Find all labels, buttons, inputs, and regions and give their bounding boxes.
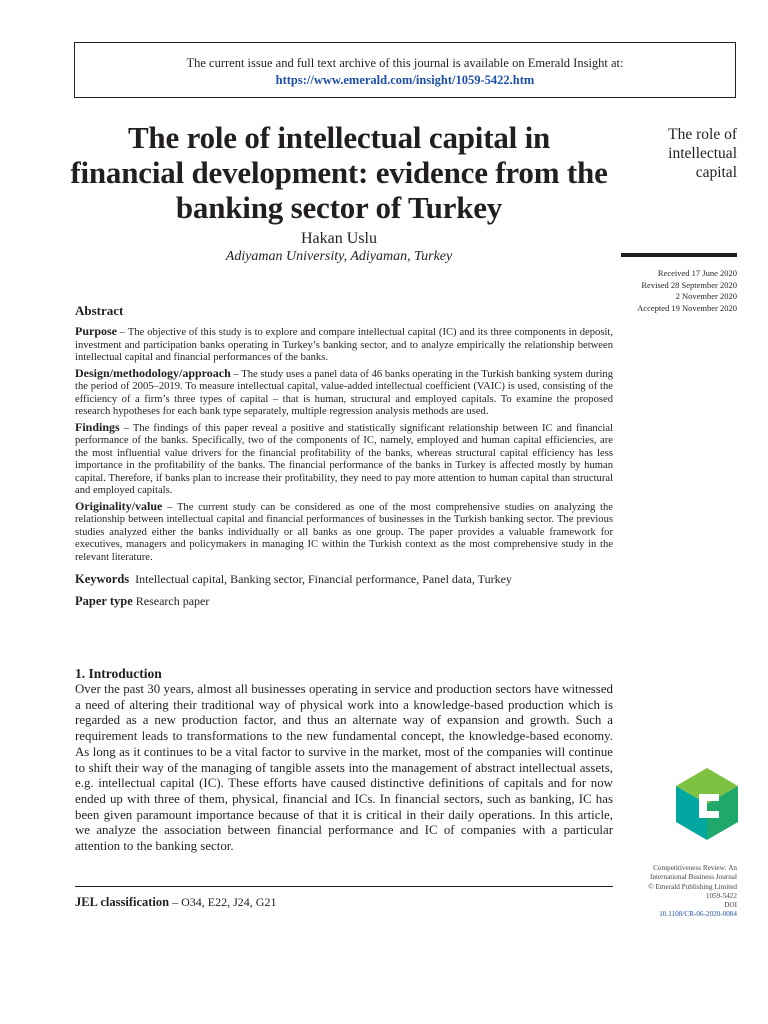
paper-type-text: Research paper — [135, 594, 210, 608]
introduction-heading: 1. Introduction — [75, 666, 162, 681]
journal-info — [600, 864, 737, 920]
jel-label: JEL classification — [75, 895, 170, 909]
doi — [600, 901, 737, 920]
abstract-heading: Abstract — [75, 303, 124, 318]
paper-type — [75, 594, 613, 608]
publisher: © Emerald Publishing Limited — [648, 882, 737, 891]
abstract-purpose — [75, 325, 613, 365]
keywords — [75, 572, 613, 586]
abstract-purpose-label: Purpose — [75, 324, 117, 338]
author-affiliation: Adiyaman University, Adiyaman, Turkey — [225, 249, 453, 264]
abstract-findings-label: Findings — [75, 419, 120, 434]
abstract-originality-text: – The current study can be considered as one of the most comprehensive studies on analyzing the relationship between intellectual capital and financial performances of businesses in the Turkish banking sector. The previous studies analyzed either the banks individually or all banks as one group. The paper provides a valuable framework for executives, managers and policymakers in managing IC within the Turkish context as the most comprehensive study in the relevant literature. — [75, 501, 613, 563]
abstract-purpose-text: – The objective of this study is to explore and compare intellectual capital (IC) and its three components in deposit, investment and participation banks operating in Turkey’s banking sector, and to analyze empirically the relationship between intellectual capital and financial performances of the banks. — [75, 327, 613, 363]
introduction-body: Over the past 30 years, almost all businesses operating in service and production sectors have witnessed a need of altering their traditional way of physical work into a knowledge-based production which is regarded as a new production factor, and thus an alternate way of expansion and growth. Such a requirement leads to transformations to the new fundamental concept, the knowledge-based economy. As long as it continues to be a vital factor to survive in the market, most of the companies will continue to shift their way of the managing of tangible assets into the management of abstract intellectual assets, e.g. intellectual capital (IC). These efforts have caused distinctive definitions of capitals and for now ended up with three of them, physical, financial and ICs. In financial sectors, such as banking, IC has been given paramount importance because of that it is critical in their daily operations. In this article, we analyze the association between financial performance and IC of companies with a particular attention to the banking sector. — [75, 682, 613, 854]
running-head: The role of intellectual capital — [668, 126, 737, 181]
doi-link[interactable]: 10.1108/CR-06-2020-0084 — [659, 910, 737, 919]
emerald-cube-logo-icon — [676, 768, 738, 840]
keywords-text: Intellectual capital, Banking sector, Financial performance, Panel data, Turkey — [135, 572, 512, 586]
journal-name-2: International Business Journal — [649, 873, 737, 882]
keywords-label: Keywords — [75, 572, 130, 586]
paper-type-label: Paper type — [75, 594, 133, 608]
abstract-design-label: Design/methodology/approach — [75, 365, 231, 380]
abstract-findings — [75, 421, 613, 498]
archive-notice-text: The current issue and full text archive of this journal is available on Emerald Insight at: — [186, 56, 624, 70]
journal-name: Competitiveness Review: An — [653, 864, 737, 872]
abstract-design-text: – The study uses a panel data of 46 banks operating in the Turkish banking system during the period of 2005–2019. To measure intellectual capital, value-added intellectual coefficient (VAIC) is used, consisting of the efficiency of a firm’s three types of capital – that is human, structural and employed capitals. To examine the proposed research hypotheses for each bank type separately, multiple regression analysis methods are used. — [75, 368, 613, 417]
archive-notice-box — [74, 42, 736, 98]
author-name: Hakan Uslu — [301, 230, 377, 247]
archive-link[interactable]: https://www.emerald.com/insight/1059-5422.htm — [275, 73, 535, 87]
introduction-section — [75, 665, 613, 855]
jel-classification — [75, 894, 613, 910]
side-rule — [621, 253, 737, 257]
abstract-section — [75, 303, 613, 608]
jel-codes: – O34, E22, J24, G21 — [169, 895, 277, 909]
abstract-originality — [75, 500, 613, 565]
abstract-design — [75, 367, 613, 419]
issn: 1059-5422 — [705, 891, 737, 900]
abstract-findings-text: – The findings of this paper reveal a positive and statistically significant relationship between IC and financial performance of the banks. Specifically, two of the components of IC, namely, employed and human capital efficiencies, are the most influential value drivers for the financial profitability of the banks, whereas structural capital efficiency has less importance in the profitability of the banks. The financial performance of the banks in Turkey is affected mostly by human capital. Therefore, if banks plan to increase their profitability, they need to pay more attention to human capital than structural and employed capitals. — [75, 422, 613, 496]
footnote-rule — [75, 886, 613, 887]
abstract-originality-label: Originality/value — [75, 498, 163, 513]
submission-dates: Received 17 June 2020 Revised 28 September 2020 2 November 2020 Accepted 19 November 2020 — [637, 268, 737, 313]
paper-title: The role of intellectual capital in financial development: evidence from the banking sector of Turkey — [70, 120, 608, 225]
doi-label: DOI — [724, 901, 737, 910]
